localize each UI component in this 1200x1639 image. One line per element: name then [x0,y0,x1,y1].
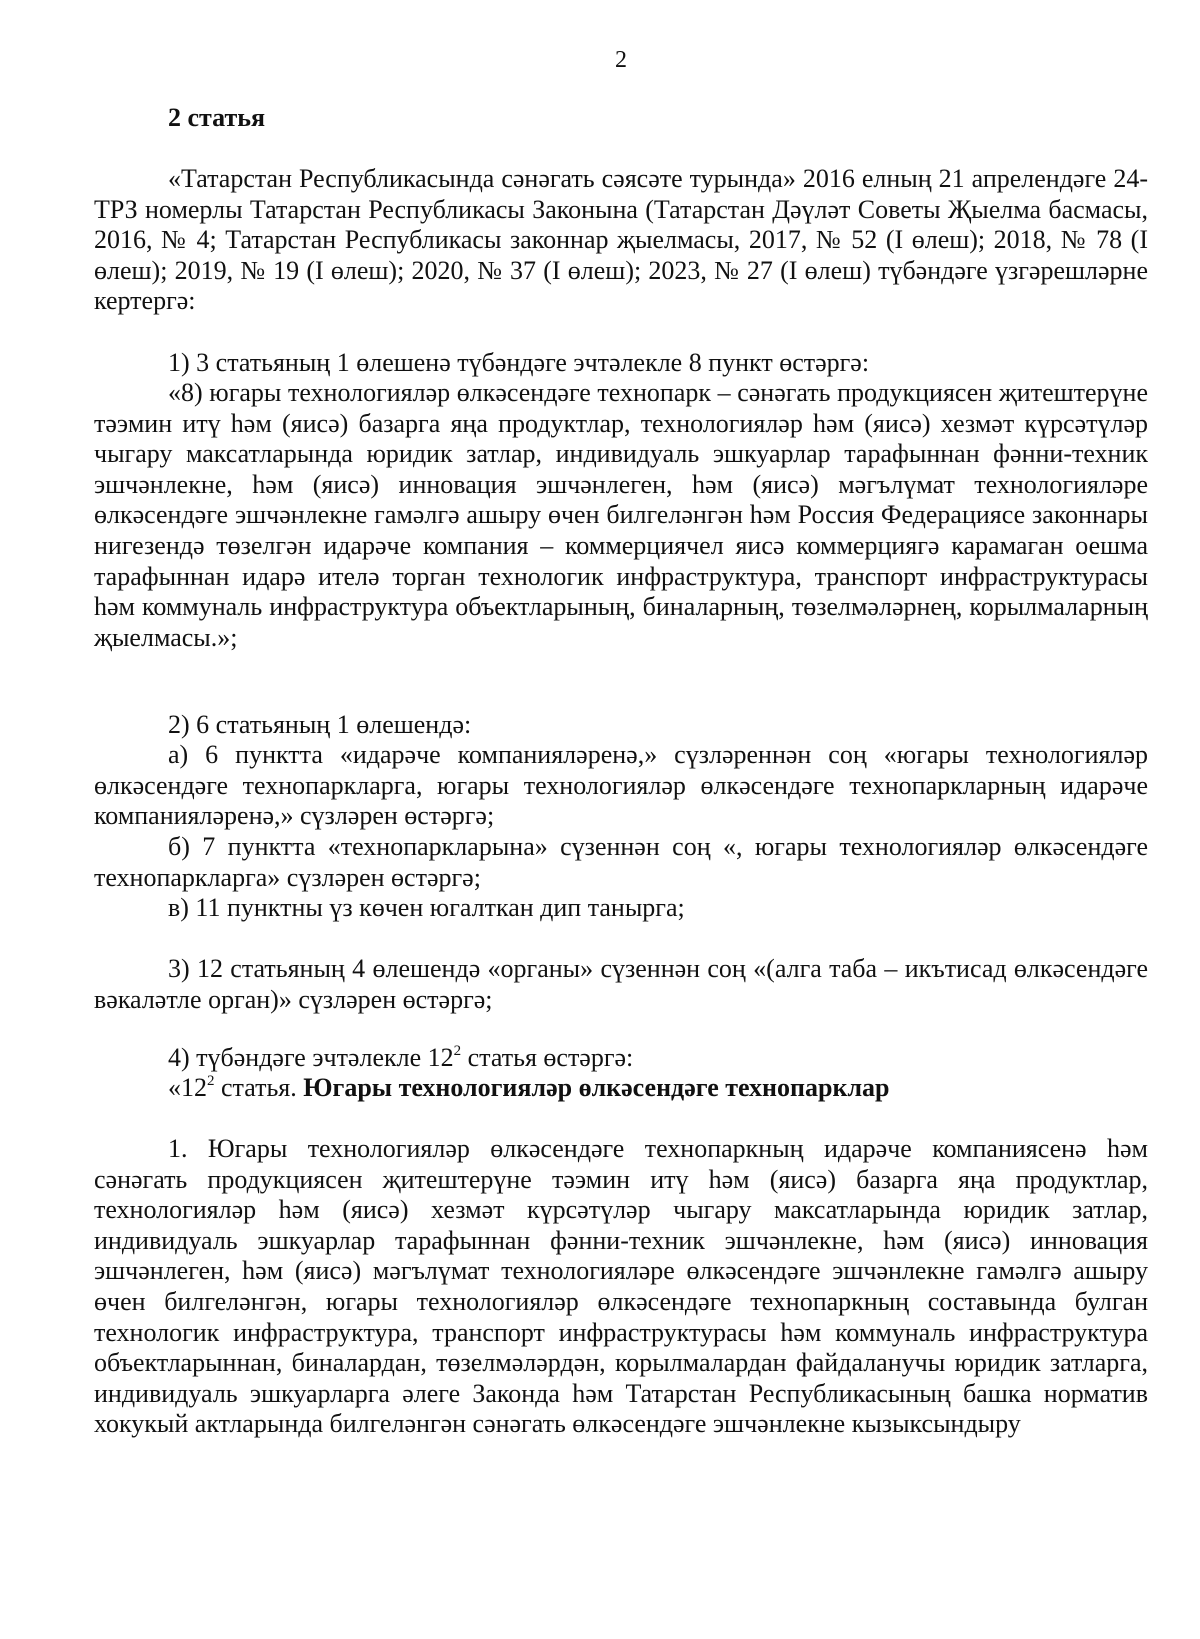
article-title-superscript: 2 [207,1073,215,1089]
article-heading: 2 статья [168,103,266,132]
item-1-intro: 1) 3 статьяның 1 өлешенә түбәндәге эчтәлекле 8 пункт өстәргә: [168,348,870,377]
item-4-intro [94,1043,1148,1074]
item-1-text: «8) югары технологияләр өлкәсендәге технопарк – сәнәгать продукциясен җитештерүне тәэмин итү һәм (яисә) базарга яңа продуктлар, технологияләр һәм (яисә) хезмәт күрсәтүләр чыгару максатларында юридик затлар, индивидуаль эшкуарлар тарафыннан фәнни-техник эшчәнлекне, һәм (яисә) инновация эшчәнлеген, һәм (яисә) мәгълүмат технологияләре өлкәсендәге эшчәнлекне гамәлгә ашыру өчен билгеләнгән һәм Россия Федерациясе законнары нигезендә төзелгән идарәче компания – коммерциячел яисә коммерциягә карамаган оешма тарафыннан идарә ителә торган технологик инфраструктура, транспорт инфраструктурасы һәм коммуналь инфраструктура объектларының, биналарның, төзелмәләрнең, корылмаларның җыелмасы.»; [94,378,1148,652]
item-2-subitem-b: б) 7 пунктта «технопаркларына» сүзеннән соң «, югары технологияләр өлкәсендәге технопаркларга» сүзләрен өстәргә; [94,832,1148,892]
article-title-prefix: «12 [168,1073,207,1102]
article-12-2-paragraph-1: 1. Югары технологияләр өлкәсендәге технопаркның идарәче компаниясенә һәм сәнәгать продукциясен җитештерүне тәэмин итү һәм (яисә) базарга яңа продуктлар, технологияләр һәм (яисә) хезмәт күрсәтүләр чыгару максатларында юридик затлар, индивидуаль эшкуарлар тарафыннан фәнни-техник эшчәнлекне, һәм (яисә) инновация эшчәнлеген, һәм (яисә) мәгълүмат технологияләре өлкәсендәге эшчәнлекне гамәлгә ашыру өчен билгеләнгән, югары технологияләр өлкәсендәге технопаркның составында булган технологик инфраструктура, транспорт инфраструктурасы һәм коммуналь инфраструктура объектларыннан, биналардан, төзелмәләрдән, корылмалардан файдаланучы юридик затларга, индивидуаль эшкуарларга әлеге Законда һәм Татарстан Республикасының башка норматив хокукый актларында билгеләнгән сәнәгать өлкәсендәге эшчәнлекне кызыксындыру [94,1134,1148,1439]
article-title-bold: Югары технологияләр өлкәсендәге технопарклар [303,1073,890,1102]
item-2-subitem-a: а) 6 пунктта «идарәче компанияләренә,» сүзләреннән соң «югары технологияләр өлкәсендәге технопаркларга, югары технологияләр өлкәсендәге технопаркларның идарәче компанияләренә,» сүзләрен өстәргә; [94,740,1148,831]
item-4-intro-superscript: 2 [453,1043,462,1059]
item-4-intro-text-end: статья өстәргә: [461,1043,634,1072]
item-4-intro-text: 4) түбәндәге эчтәлекле 12 [168,1043,454,1072]
page-number: 2 [615,47,627,73]
article-title-mid: статья. [214,1073,304,1102]
item-2-subitem-v: в) 11 пунктны үз көчен югалткан дип танырга; [168,893,685,922]
preamble-paragraph: «Татарстан Республикасында сәнәгать сәясәте турында» 2016 елның 21 апрелендәге 24-ТРЗ номерлы Татарстан Республикасы Законына (Татарстан Дәүләт Советы Җыелма басмасы, 2016, № 4; Татарстан Республикасы законнар җыелмасы, 2017, № 52 (I өлеш); 2018, № 78 (I өлеш); 2019, № 19 (I өлеш); 2020, № 37 (I өлеш); 2023, № 27 (I өлеш) түбәндәге үзгәрешләрне кертергә: [94,164,1148,316]
item-2-intro: 2) 6 статьяның 1 өлешендә: [168,710,472,739]
article-12-2-title [94,1073,1148,1104]
item-3-text: 3) 12 статьяның 4 өлешендә «органы» сүзеннән соң «(алга таба – икътисад өлкәсендәге вәкаләтле орган)» сүзләрен өстәргә; [94,954,1148,1014]
